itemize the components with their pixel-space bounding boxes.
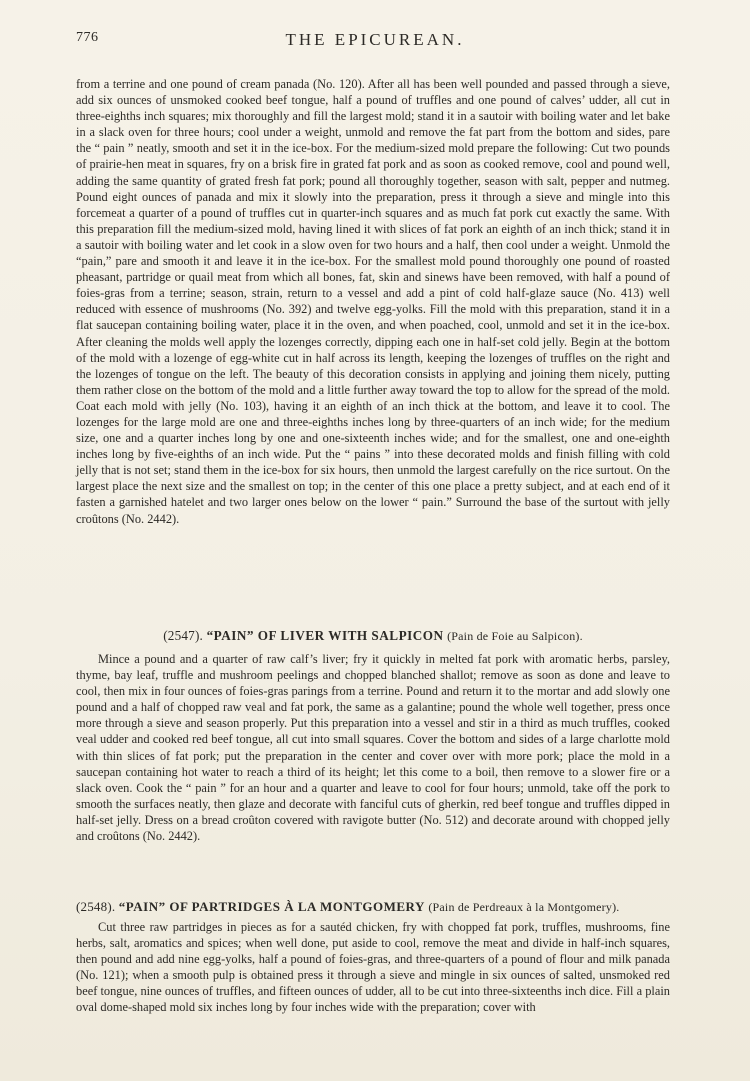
page-number: 776	[76, 30, 99, 45]
recipe-french-title: (Pain de Foie au Salpicon).	[447, 629, 583, 643]
recipe-title: “PAIN” OF PARTRIDGES À LA MONTGOMERY	[118, 899, 425, 914]
recipe-body-2548	[76, 919, 670, 1016]
recipe-heading-2548	[76, 899, 670, 915]
recipe-body-2547	[76, 651, 670, 844]
paragraph: from a terrine and one pound of cream panada (No. 120). After all has been well pounded and passed through a sieve, add six ounces of unsmoked cooked beef tongue, half a pound of truffles and one pound of calves’ udder, all cut in three-eighths inch squares; mix thoroughly and fill the largest mold; stand it in a sautoir with boiling water and let bake in a slack oven for three hours; cool under a weight, unmold and remove the fat part from the bottom and sides, pare the “ pain ” neatly, smooth and set it in the ice-box. For the medium-sized mold prepare the following: Cut two pounds of prairie-hen meat in squares, fry on a brisk fire in grated fat pork and as soon as cooked remove, cool and pound well, adding the same quantity of grated fresh fat pork; pound all thoroughly together, season with salt, pepper and nutmeg. Pound eight ounces of panada and mix it slowly into the preparation, press it through a sieve and mingle into this forcemeat a quarter of a pound of truffles cut in quarter-inch squares and as much fat pork cut exactly the same. With this preparation fill the medium-sized mold, having lined it with slices of fat pork an eighth of an inch thick; stand it in a sautoir with boiling water and let cook in a slow oven for two hours and a half, then cool under a weight. Unmold the “pain,” pare and smooth it and leave it in the ice-box. For the smallest mold pound thoroughly one pound of roasted pheasant, partridge or quail meat from which all bones, fat, skin and sinews have been removed, with half a pound of foies-gras from a terrine; season, strain, return to a vessel and add a pint of cold half-glaze sauce (No. 413) well reduced with essence of mushrooms (No. 392) and twelve egg-yolks. Fill the mold with this preparation, stand it in a flat saucepan containing boiling water, place it in the oven, and when poached, cool, unmold and set it in the ice-box. After cleaning the molds well apply the lozenges correctly, dipping each one in half-set cold jelly. Begin at the bottom of the mold with a lozenge of egg-white cut in half across its length, keeping the lozenges of truffles on the right and the lozenges of tongue on the left. The beauty of this decoration consists in applying and joining them nicely, putting them rather close on the bottom of the mold and a little further away toward the top to allow for the spread of the mold. Coat each mold with jelly (No. 103), having it an eighth of an inch thick at the bottom, and leave it to cool. The lozenges for the large mold are one and three-eighths inches long by three-quarters of an inch wide; for the medium size, one and a quarter inches long by one and one-sixteenth inches wide; and for the smallest, one and one-eighth inches long by five-eighths of an inch wide. Put the “ pains ” into these decorated molds and finish filling with cold jelly that is not set; stand them in the ice-box for six hours, then unmold the largest carefully on the rice surtout. On the largest place the next size and the smallest on top; in the center of this one place a pretty subject, and at each end of it fasten a garnished hatelet and two larger ones below on the lower “ pain.” Surround the base of the surtout with jelly croûtons (No. 2442).	[76, 77, 670, 526]
recipe-continuation-text	[76, 76, 670, 527]
recipe-number: (2547).	[163, 628, 204, 643]
recipe-heading-2547	[76, 628, 670, 644]
paragraph: Cut three raw partridges in pieces as for a sautéd chicken, fry with chopped fat pork, truffles, mushrooms, fine herbs, salt, aromatics and spices; when well done, put aside to cool, remove the meat and divide in half-inch squares, then pound and add nine egg-yolks, half a pound of foies-gras, and three-quarters of a pound of flour and milk panada (No. 121); when a smooth pulp is obtained press it through a sieve and mingle in six ounces of salted, unsmoked red beef tongue, nine ounces of truffles, and fifteen ounces of udder, all to be cut into three-sixteenths inch dice. Fill a plain oval dome-shaped mold six inches long by four inches wide with the preparation; cover with	[76, 920, 670, 1015]
recipe-title: “PAIN” OF LIVER WITH SALPICON	[206, 628, 444, 643]
recipe-number: (2548).	[76, 899, 116, 914]
page-header	[76, 30, 674, 52]
paragraph: Mince a pound and a quarter of raw calf’s liver; fry it quickly in melted fat pork with aromatic herbs, parsley, thyme, bay leaf, truffle and mushroom peelings and chopped blanched shallot; remove as soon as done and leave to cool, then mix in four ounces of foies-gras parings from a terrine. Pound and return it to the mortar and add slowly one pound and a half of chopped raw veal and fat pork, the same as a galantine; pound the whole well together, press once more through a sieve and season properly. Put this preparation into a vessel and stir in a third as much truffles, cooked veal udder and cooked red beef tongue, all cut into small squares. Cover the bottom and sides of a large charlotte mold with thin slices of fat pork; put the preparation in the center and cover over with more pork; place the mold in a saucepan containing hot water to reach a third of its height; let this come to a boil, then remove to a slower fire or a slack oven. Cook the “ pain ” for an hour and a quarter and leave to cool for four hours; unmold, take off the pork to smooth the surfaces neatly, then glaze and decorate with fanciful cuts of gherkin, red beef tongue and truffles dipped in half-set jelly. Dress on a bread croûton covered with ravigote butter (No. 512) and decorate around with chopped jelly and croûtons (No. 2442).	[76, 652, 670, 844]
running-title: THE EPICUREAN.	[285, 30, 465, 49]
recipe-french-title: (Pain de Perdreaux à la Montgomery).	[428, 900, 620, 914]
